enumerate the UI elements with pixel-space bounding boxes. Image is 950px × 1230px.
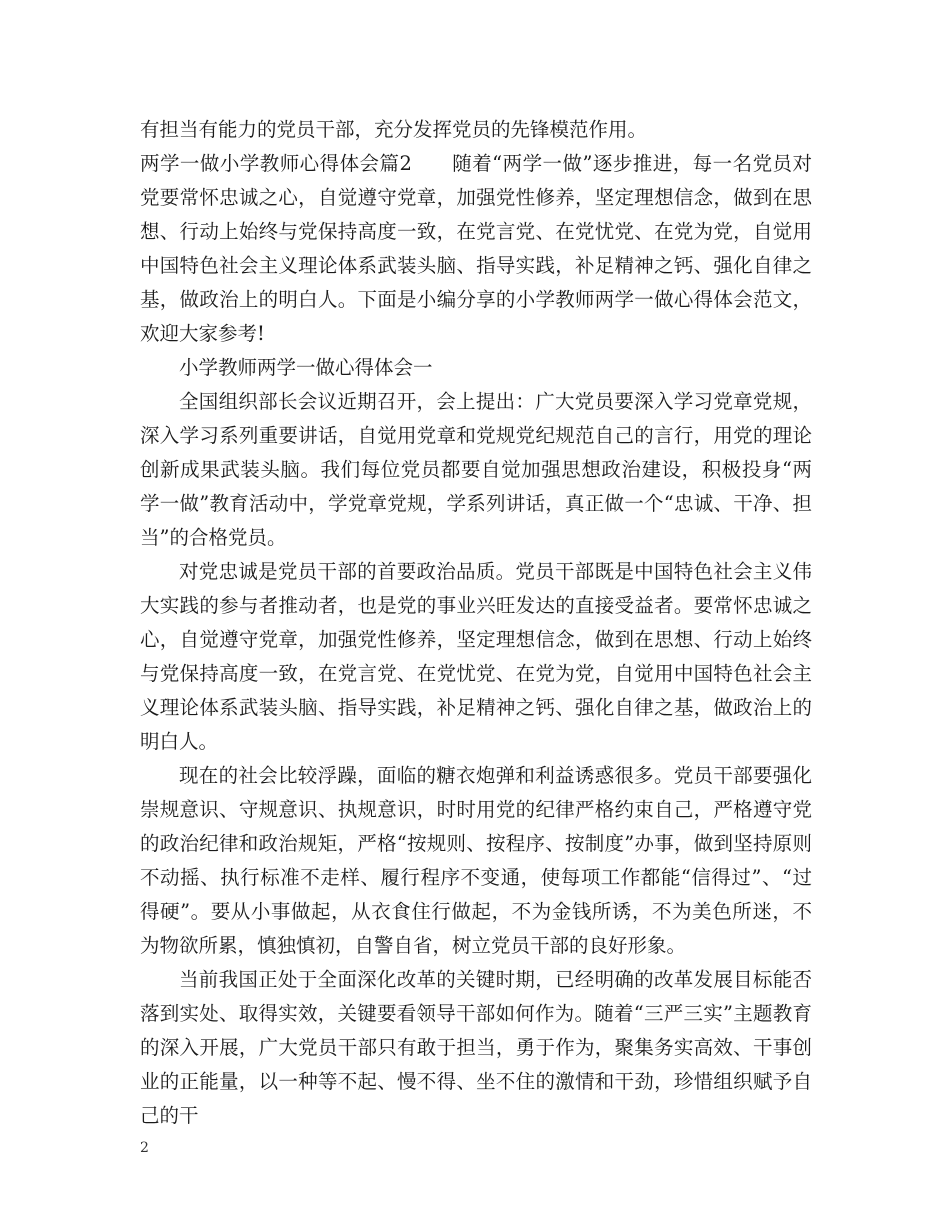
page-number: 2 — [140, 1140, 149, 1156]
paragraph-5: 对党忠诚是党员干部的首要政治品质。党员干部既是中国特色社会主义伟大实践的参与者推动者，也是党的事业兴旺发达的直接受益者。要常怀忠诚之心，自觉遵守党章，加强党性修养，坚定理想信念，做到在思想、行动上始终与党保持高度一致，在党言党、在党忧党、在党为党，自觉用中国特色社会主义理论体系武装头脑、指导实践，补足精神之钙、强化自律之基，做政治上的明白人。 — [140, 560, 812, 753]
paragraph-2: 两学一做小学教师心得体会篇2 随着“两学一做”逐步推进，每一名党员对党要常怀忠诚之心，自觉遵守党章，加强党性修养，坚定理想信念，做到在思想、行动上始终与党保持高度一致，在党言党、在党忧党、在党为党，自觉用中国特色社会主义理论体系武装头脑、指导实践，补足精神之钙、强化自律之基，做政治上的明白人。下面是小编分享的小学教师两学一做心得体会范文，欢迎大家参考! — [140, 152, 812, 345]
section-heading: 小学教师两学一做心得体会一 — [179, 356, 433, 379]
paragraph-7: 当前我国正处于全面深化改革的关键时期，已经明确的改革发展目标能否落到实处、取得实效，关键要看领导干部如何作为。随着“三严三实”主题教育的深入开展，广大党员干部只有敢于担当，勇于作为，聚集务实高效、干事创业的正能量，以一种等不起、慢不得、坐不住的激情和干劲，珍惜组织赋予自己的干 — [140, 968, 812, 1127]
paragraph-1: 有担当有能力的党员干部，充分发挥党员的先锋模范作用。 — [140, 118, 648, 141]
body-text — [140, 113, 812, 1133]
paragraph-6: 现在的社会比较浮躁，面临的糖衣炮弹和利益诱惑很多。党员干部要强化崇规意识、守规意识、执规意识，时时用党的纪律严格约束自己，严格遵守党的政治纪律和政治规矩，严格“按规则、按程序、按制度”办事，做到坚持原则不动摇、执行标准不走样、履行程序不变通，使每项工作都能“信得过”、“过得硬”。要从小事做起，从衣食住行做起，不为金钱所诱，不为美色所迷，不为物欲所累，慎独慎初，自警自省，树立党员干部的良好形象。 — [140, 764, 812, 957]
paragraph-4: 全国组织部长会议近期召开，会上提出：广大党员要深入学习党章党规，深入学习系列重要讲话，自觉用党章和党规党纪规范自己的言行，用党的理论创新成果武装头脑。我们每位党员都要自觉加强思想政治建设，积极投身“两学一做”教育活动中，学党章党规，学系列讲话，真正做一个“忠诚、干净、担当”的合格党员。 — [140, 390, 812, 549]
